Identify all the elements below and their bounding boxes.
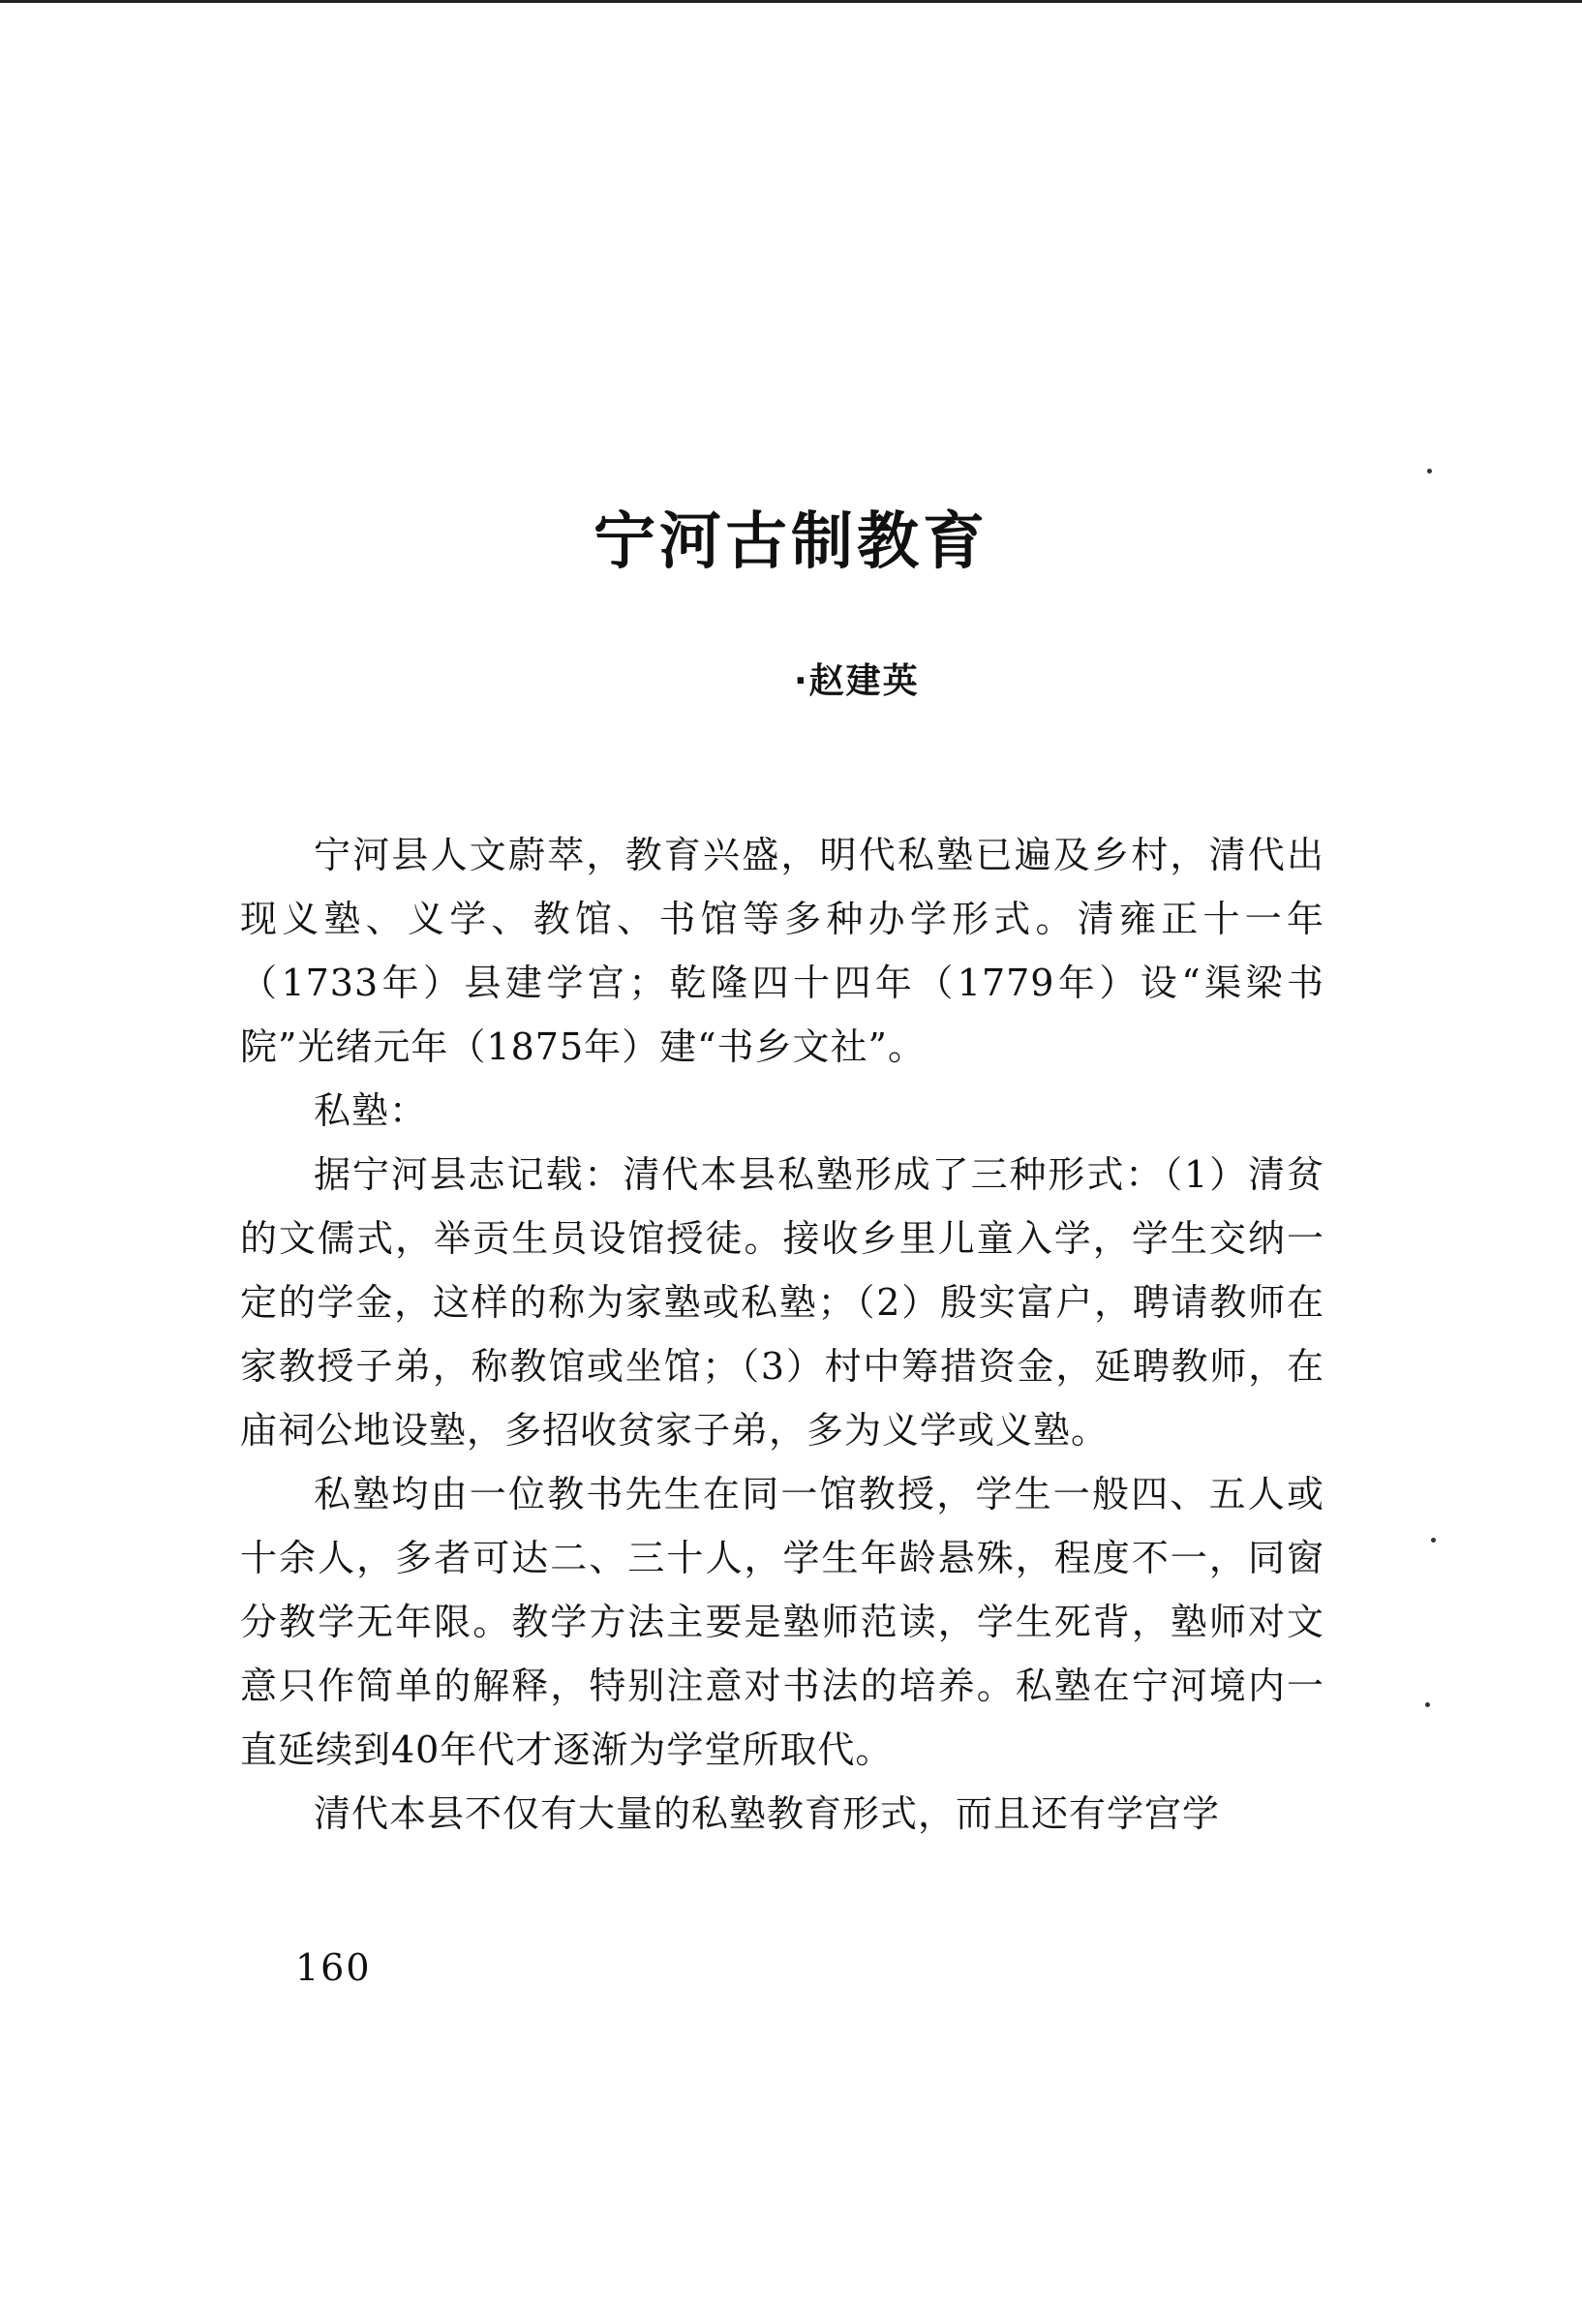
paragraph-sishu-forms: 据宁河县志记载：清代本县私塾形成了三种形式：（1）清贫的文儒式，举贡生员设馆授徒。接收乡里儿童入学，学生交纳一定的学金，这样的称为家塾或私塾；（2）殷实富户，聘请教师在家教授子弟，称教馆或坐馆；（3）村中筹措资金，延聘教师，在庙祠公地设塾，多招收贫家子弟，多为义学或义塾。 [240, 1153, 1324, 1452]
section-heading-sishu: 私塾： [314, 1089, 428, 1132]
paragraph-sishu-teaching: 私塾均由一位教书先生在同一馆教授，学生一般四、五人或十余人，多者可达二、三十人，学生年龄悬殊，程度不一，同窗分教学无年限。教学方法主要是塾师范读，学生死背，塾师对文意只作简单的解释，特别注意对书法的培养。私塾在宁河境内一直延续到40年代才逐渐为学堂所取代。 [240, 1473, 1324, 1771]
paragraph-xuegong: 清代本县不仅有大量的私塾教育形式，而且还有学宫学 [314, 1792, 1221, 1835]
article-body [240, 823, 1324, 1846]
paragraph-intro: 宁河县人文蔚萃，教育兴盛，明代私塾已遍及乡村，清代出现义塾、义学、教馆、书馆等多种办学形式。清雍正十一年（1733年）县建学宫；乾隆四十四年（1779年）设“渠梁书院”光绪元年（1875年）建“书乡文社”。 [240, 834, 1324, 1068]
scan-speck [1425, 1702, 1430, 1707]
page-top-rule [0, 0, 1582, 3]
scan-speck [1431, 1538, 1436, 1543]
article-title: 宁河古制教育 [593, 506, 989, 578]
scan-speck [1427, 469, 1432, 474]
article-author: ·赵建英 [794, 661, 920, 701]
page-number: 160 [295, 1946, 372, 1989]
